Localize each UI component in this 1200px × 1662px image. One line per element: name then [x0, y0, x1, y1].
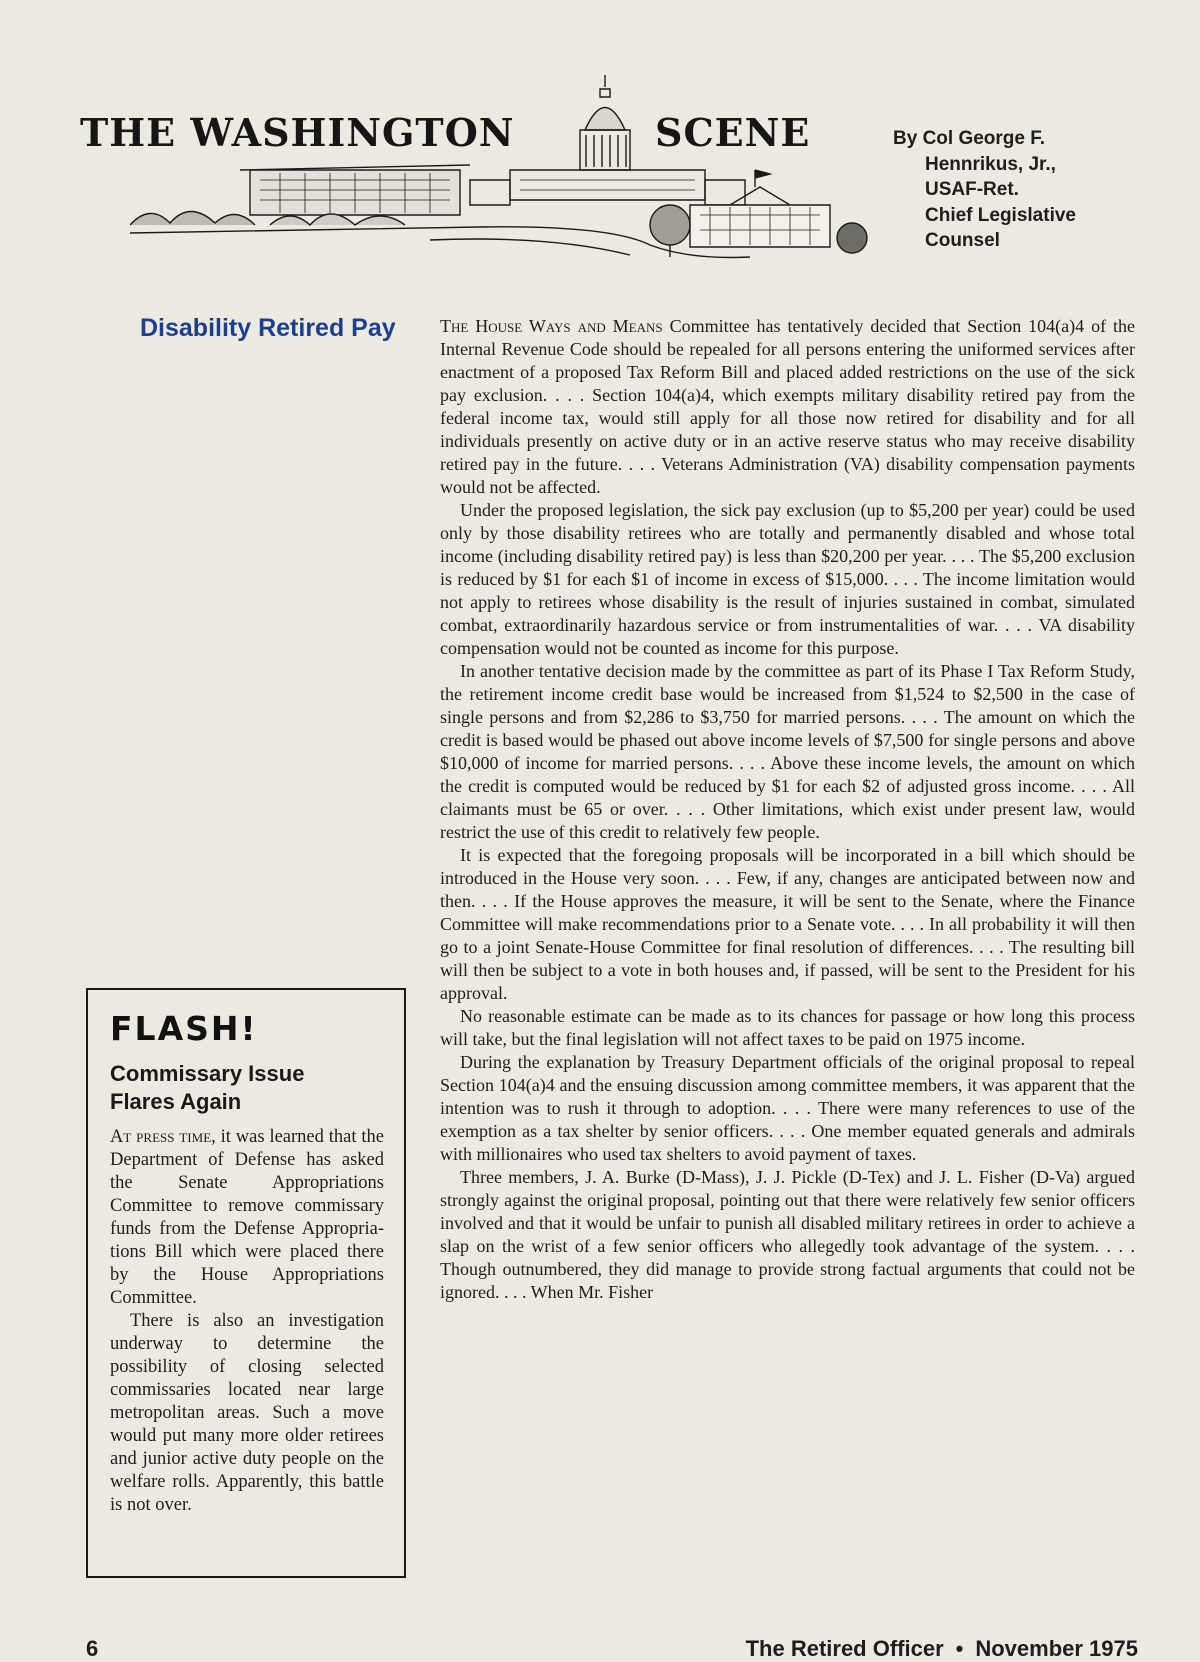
masthead-title-right: SCENE — [655, 110, 811, 155]
article-paragraph: It is expected that the foregoing proposals will be incorporated in a bill which should be introduced in the House very soon. . . . Few, if any, changes are anticipated between now and then. . . . If the House approves the measure, it will be sent to the Senate, where the Finance Committee will make recommendations prior to a Senate vote. . . . In all probability it will then go to a joint Senate-House Committee for final resolution of differences. . . . The resulting bill will then be subject to a vote in both houses and, if passed, will be sent to the President for his approval. — [440, 845, 1135, 1003]
article-body — [440, 315, 1135, 1583]
footer-separator: • — [955, 1636, 964, 1661]
article-paragraph: Under the proposed legislation, the sick pay exclusion (up to $5,200 per year) could be used only by those disability retirees who are totally and permanently disabled and whose total income (including disability retired pay) is less than $20,200 per year. . . . The $5,200 exclusion is reduced by $1 for each $1 of income in excess of $15,000. . . . The income limitation would not apply to retirees whose disability is the result of injuries sustained in combat, simulated combat, extraordinarily hazardous service or from instrumentalities of war. . . . VA disability compensation would not be counted as income for this purpose. — [440, 500, 1135, 658]
article-paragraph-1-text: Committee has tentatively decided that Section 104(a)4 of the Internal Revenue Code should be repealed for all persons entering the uniformed services after enactment of a proposed Tax Reform Bill and placed added restrictions on the use of the sick pay exclusion. . . . Section 104(a)4, which exempts military disability retired pay from the federal income tax, would still apply for all those now retired for disability and for all individuals presently on active duty or in an active reserve status who may receive disability retired pay in the future. . . . Veterans Administration (VA) disability compensation payments would not be affected. — [440, 316, 1135, 497]
byline — [893, 126, 1123, 254]
article-paragraph: In another tentative decision made by the committee as part of its Phase I Tax Reform Study, the retirement income credit base would be increased from $1,524 to $2,500 in the case of single persons and from $2,286 to $3,750 for married persons. . . . The amount on which the credit is based would be phased out above income levels of $7,500 for single persons and above $10,000 of income for married persons. . . . Above these income levels, the amount on which the credit is computed would be reduced by $1 for each $2 of adjusted gross income. . . . All claimants must be 65 or over. . . . Other limitations, which exist under present law, would restrict the use of this credit to relatively few people. — [440, 661, 1135, 842]
article-paragraph: No reasonable estimate can be made as to its chances for passage or how long this process will take, but the final legislation will not affect taxes to be paid on 1975 income. — [440, 1006, 1135, 1049]
flash-sidebar-box — [86, 988, 406, 1578]
flash-paragraph-1-text: it was learned that the Department of Defense has asked the Senate Appropriations Committee to remove commissary funds from the Defense Appropriations Bill which were placed there by the House Appropriations Committee. — [110, 1127, 385, 1308]
masthead-title — [80, 110, 860, 160]
flash-subtitle — [110, 1060, 384, 1116]
flash-paragraph — [110, 1126, 384, 1310]
flash-body — [110, 1126, 384, 1517]
article-lead-in: The House Ways and Means — [440, 316, 663, 336]
flash-subtitle-line-2: Flares Again — [110, 1089, 242, 1114]
article-paragraph: Three members, J. A. Burke (D-Mass), J. J. Pickle (D-Tex) and J. L. Fisher (D-Va) argued strongly against the original proposal, pointing out that there were relatively few senior officers involved and that it would be unfair to punish all disabled military retirees in order to achieve a slap on the wrist of a few senior officers who allegedly took advantage of the system. . . . Though outnumbered, they did manage to provide strong factual arguments that could not be ignored. . . . When Mr. Fisher — [440, 1167, 1135, 1302]
byline-line-2: Hennrikus, Jr., — [925, 153, 1056, 175]
issue-date: November 1975 — [975, 1636, 1138, 1661]
capitol-skyline-illustration — [130, 75, 880, 265]
byline-line-4: Chief Legislative — [925, 204, 1076, 226]
page-number: 6 — [86, 1636, 99, 1661]
article-paragraph: During the explanation by Treasury Department officials of the original proposal to repeal Section 104(a)4 and the ensuing discussion among committee members, it was apparent that the intention was to rush it through to adoption. . . . There were many references to use of the exemption as a tax shelter by senior officers. . . . One member equated generals and admirals with millionaires who used tax shelters to avoid payment of taxes. — [440, 1052, 1135, 1164]
flash-subtitle-line-1: Commissary Issue — [110, 1061, 305, 1086]
byline-line-3: USAF-Ret. — [925, 179, 1019, 200]
flash-paragraph: There is also an investigation underway to determine the possibility of closing selected commissaries located near large metropolitan areas. Such a move would put many more older retirees and junior active duty people on the welfare rolls. Apparently, this battle is not over. — [110, 1311, 384, 1515]
flash-title: FLASH! — [110, 1009, 258, 1048]
byline-line-1: By Col George F. — [893, 128, 1046, 149]
flash-lead-in: At press time, — [110, 1127, 216, 1147]
section-heading: Disability Retired Pay — [140, 314, 396, 342]
article-paragraph — [440, 315, 1135, 499]
byline-line-5: Counsel — [925, 230, 1000, 251]
publication-name: The Retired Officer — [745, 1636, 944, 1661]
footer-publication-line — [746, 1636, 1138, 1662]
masthead-title-left: THE WASHINGTON — [80, 110, 515, 155]
